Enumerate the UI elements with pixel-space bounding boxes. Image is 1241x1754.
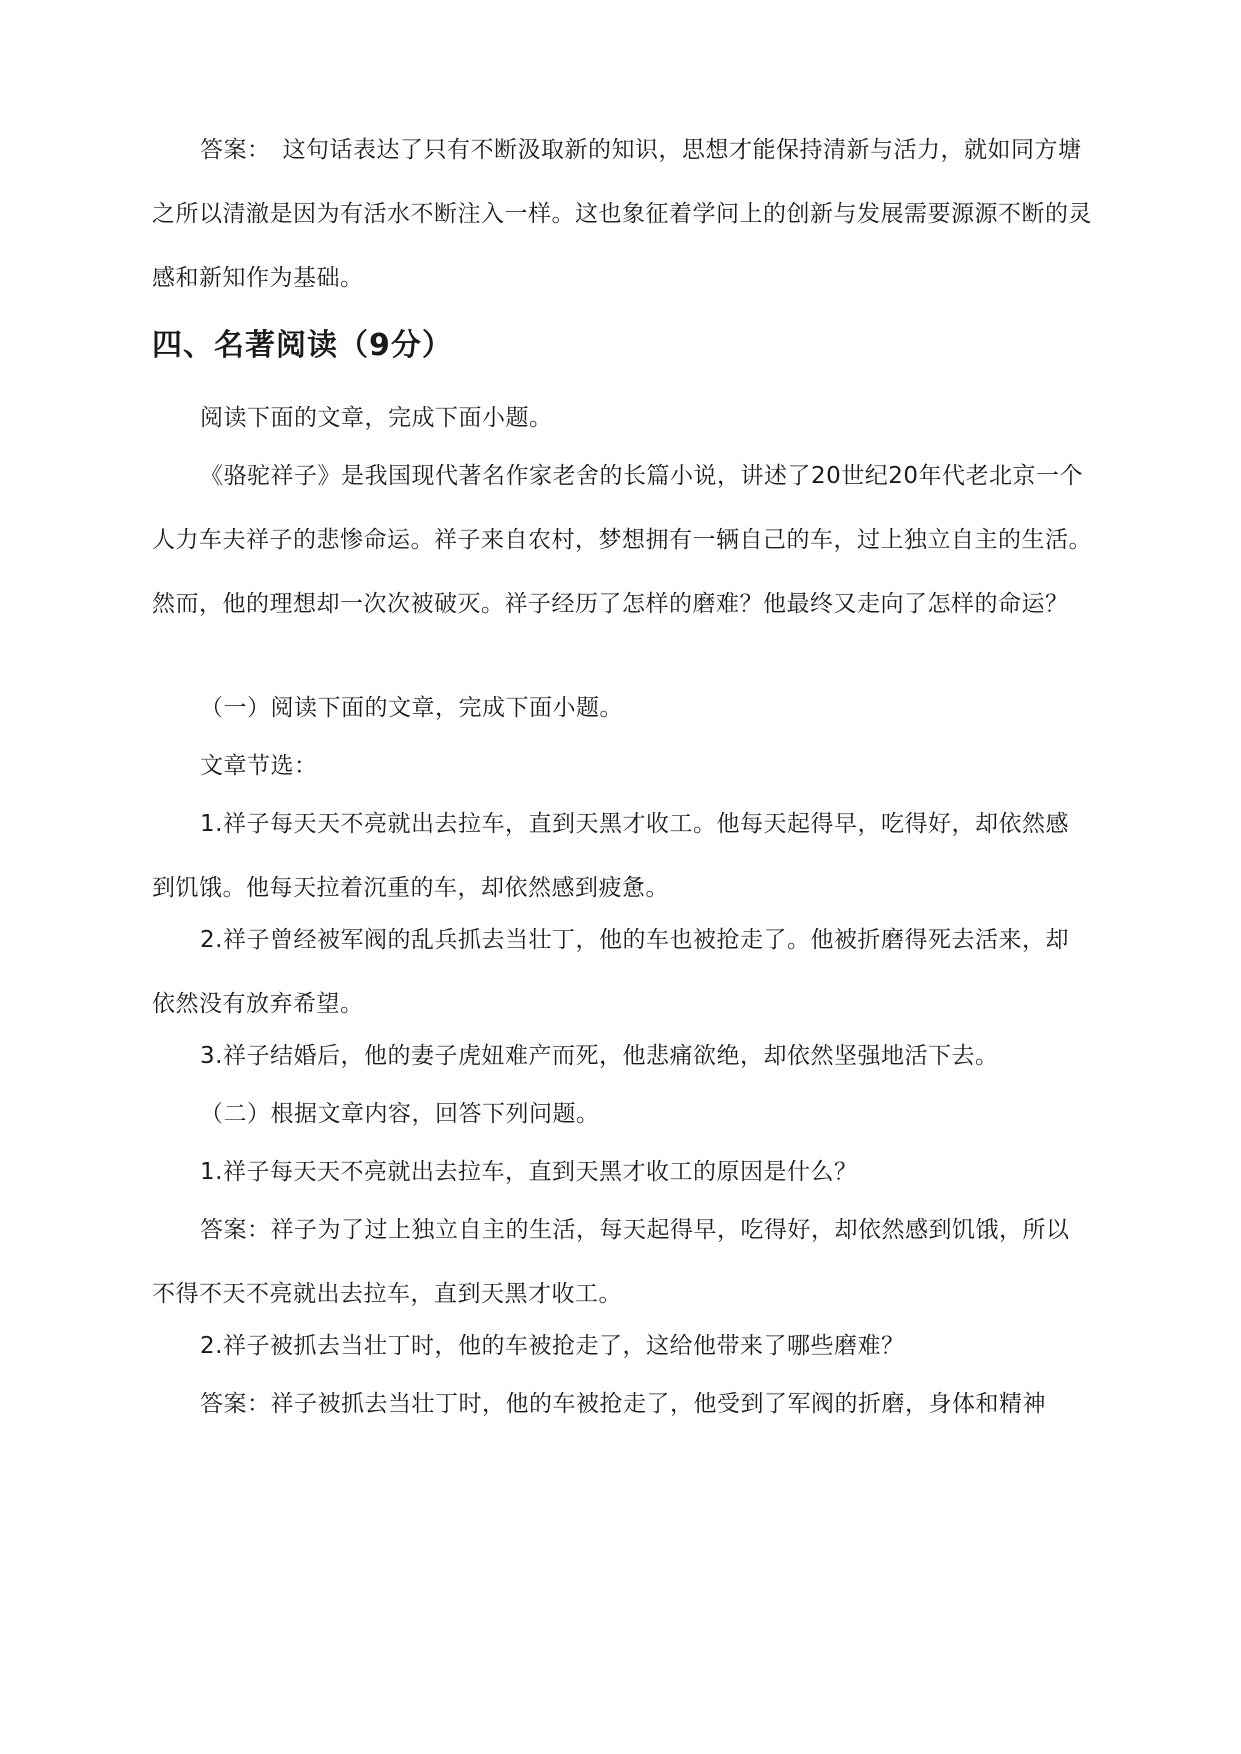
question-2: 2.祥子被抓去当壮丁时，他的车被抢走了，这给他带来了哪些磨难？ — [200, 1333, 905, 1359]
answer-paragraph: 答案： 这句话表达了只有不断汲取新的知识，思想才能保持清新与活力，就如同方塘之所以清澈是因为有活水不断注入一样。这也象征着学问上的创新与发展需要源源不断的灵感和新知作为基础。 — [152, 137, 1092, 291]
part-two-title: （二）根据文章内容，回答下列问题。 — [200, 1101, 600, 1127]
part-one-title: （一）阅读下面的文章，完成下面小题。 — [200, 695, 623, 721]
intro-paragraph: 《骆驼祥子》是我国现代著名作家老舍的长篇小说，讲述了20世纪20年代老北京一个人力车夫祥子的悲惨命运。祥子来自农村，梦想拥有一辆自己的车，过上独立自主的生活。然而，他的理想却一次次被破灭。祥子经历了怎样的磨难？他最终又走向了怎样的命运？ — [152, 463, 1092, 617]
section-heading: 四、名著阅读（9分） — [152, 328, 453, 363]
excerpt-item-1: 1.祥子每天天不亮就出去拉车，直到天黑才收工。他每天起得早，吃得好，却依然感到饥饿。他每天拉着沉重的车，却依然感到疲惫。 — [152, 811, 1069, 901]
excerpt-item-3: 3.祥子结婚后，他的妻子虎妞难产而死，他悲痛欲绝，却依然坚强地活下去。 — [200, 1043, 999, 1069]
answer-1: 答案：祥子为了过上独立自主的生活，每天起得早，吃得好，却依然感到饥饿，所以不得不天不亮就出去拉车，直到天黑才收工。 — [152, 1217, 1070, 1307]
instruction-text: 阅读下面的文章，完成下面小题。 — [200, 405, 553, 431]
excerpt-item-2: 2.祥子曾经被军阀的乱兵抓去当壮丁，他的车也被抢走了。他被折磨得死去活来，却依然没有放弃希望。 — [152, 927, 1069, 1017]
excerpt-label: 文章节选： — [200, 753, 318, 779]
question-1: 1.祥子每天天不亮就出去拉车，直到天黑才收工的原因是什么？ — [200, 1159, 858, 1185]
answer-2: 答案：祥子被抓去当壮丁时，他的车被抢走了，他受到了军阀的折磨，身体和精神 — [200, 1391, 1046, 1417]
